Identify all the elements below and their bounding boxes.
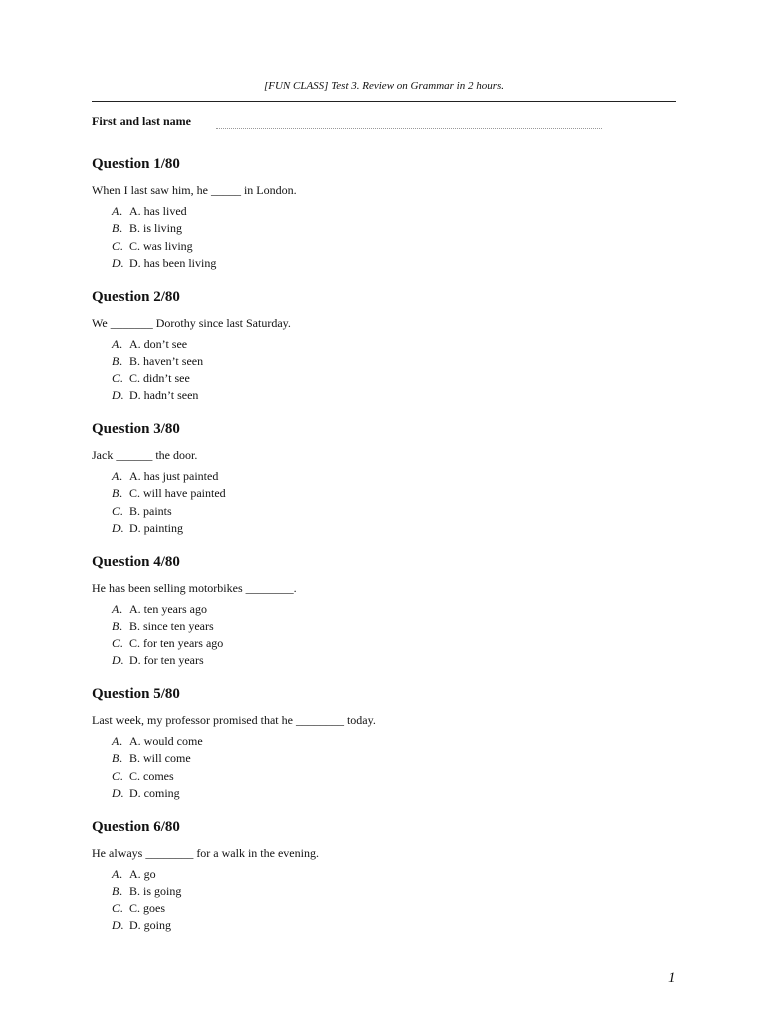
option-letter: A.: [112, 734, 123, 748]
answer-option: [112, 485, 676, 502]
option-text: C. was living: [129, 238, 193, 253]
answer-option: [112, 238, 676, 255]
question-list: [92, 154, 676, 949]
answer-option: [112, 883, 676, 900]
page-number: 1: [668, 970, 676, 986]
option-text: A. has just painted: [129, 469, 219, 483]
option-text: A. would come: [129, 734, 203, 748]
option-text: B. haven’t seen: [129, 353, 204, 368]
option-letter: B.: [112, 618, 123, 633]
question-title: Question 6/80: [92, 818, 180, 835]
option-text: D. has been living: [129, 255, 217, 270]
option-letter: B.: [112, 751, 123, 766]
answer-option: [112, 203, 676, 220]
answer-option: [112, 255, 676, 272]
option-text: B. since ten years: [129, 618, 214, 633]
question-text: Last week, my professor promised that he ________ today.: [92, 713, 376, 727]
option-letter: C.: [112, 371, 124, 386]
option-text: D. hadn’t seen: [129, 388, 199, 403]
answer-option: [112, 900, 676, 917]
name-field-dotted-line: [216, 128, 602, 129]
option-letter: A.: [112, 469, 123, 483]
question-text: Jack ______ the door.: [92, 448, 198, 462]
answer-option: [112, 618, 676, 635]
question-title: Question 1/80: [92, 156, 180, 172]
document-header-title: [FUN CLASS] Test 3. Review on Grammar in 2 hours.: [263, 80, 505, 92]
answer-option: [112, 520, 676, 537]
option-letter: B.: [112, 883, 123, 898]
question-title: Question 5/80: [92, 686, 180, 702]
answer-option: [112, 601, 676, 618]
option-text: D. going: [129, 918, 171, 933]
answer-option: [112, 733, 676, 750]
option-letter: B.: [112, 486, 123, 501]
option-text: D. painting: [129, 520, 183, 535]
option-text: C. didn’t see: [129, 371, 190, 386]
answer-option: [112, 353, 676, 370]
header-rule: [92, 101, 676, 102]
option-text: A. go: [129, 866, 156, 881]
option-letter: A.: [112, 601, 123, 616]
option-letter: C.: [112, 636, 124, 651]
answer-options: [92, 601, 676, 670]
question-block: [92, 419, 676, 552]
answer-option: [112, 503, 676, 520]
option-letter: C.: [112, 768, 124, 783]
option-text: B. paints: [129, 503, 172, 518]
option-letter: D.: [112, 388, 124, 403]
option-text: D. coming: [129, 785, 180, 800]
option-text: C. will have painted: [129, 486, 226, 501]
option-text: A. ten years ago: [129, 601, 207, 616]
answer-option: [112, 370, 676, 387]
option-text: B. is living: [129, 221, 183, 236]
question-title: Question 2/80: [92, 288, 180, 305]
option-letter: A.: [112, 866, 123, 881]
question-text: When I last saw him, he _____ in London.: [92, 183, 297, 197]
question-text: He always ________ for a walk in the evening.: [92, 845, 319, 860]
question-block: [92, 684, 676, 817]
option-letter: D.: [112, 255, 124, 270]
question-block: [92, 287, 676, 420]
option-letter: D.: [112, 653, 124, 668]
option-letter: A.: [112, 336, 123, 351]
answer-option: [112, 768, 676, 785]
option-text: B. will come: [129, 751, 191, 766]
answer-options: [92, 203, 676, 272]
name-field-label: First and last name: [92, 114, 191, 128]
answer-options: [92, 468, 676, 537]
option-letter: C.: [112, 901, 124, 916]
answer-option: [112, 635, 676, 652]
option-letter: B.: [112, 353, 123, 368]
option-text: B. is going: [129, 883, 182, 898]
option-text: C. for ten years ago: [129, 636, 224, 651]
question-block: [92, 552, 676, 685]
answer-option: [112, 468, 676, 485]
option-letter: C.: [112, 238, 124, 253]
option-letter: D.: [112, 785, 124, 800]
option-text: C. goes: [129, 901, 165, 916]
option-text: C. comes: [129, 768, 174, 783]
question-title: Question 4/80: [92, 553, 180, 570]
option-letter: D.: [112, 918, 124, 933]
question-block: [92, 817, 676, 950]
answer-option: [112, 652, 676, 669]
answer-option: [112, 917, 676, 934]
question-title: Question 3/80: [92, 421, 180, 437]
option-text: A. has lived: [129, 204, 187, 218]
option-letter: B.: [112, 221, 123, 236]
answer-options: [92, 866, 676, 935]
answer-options: [92, 336, 676, 405]
name-field: [92, 114, 612, 132]
question-text: He has been selling motorbikes ________.: [92, 580, 297, 595]
answer-option: [112, 220, 676, 237]
answer-option: [112, 387, 676, 404]
question-block: [92, 154, 676, 287]
answer-option: [112, 336, 676, 353]
option-letter: D.: [112, 520, 124, 535]
option-letter: C.: [112, 503, 124, 518]
answer-option: [112, 866, 676, 883]
answer-option: [112, 750, 676, 767]
option-text: D. for ten years: [129, 653, 204, 668]
answer-options: [92, 733, 676, 802]
option-text: A. don’t see: [129, 336, 188, 351]
answer-option: [112, 785, 676, 802]
question-text: We _______ Dorothy since last Saturday.: [92, 315, 291, 330]
option-letter: A.: [112, 204, 123, 218]
